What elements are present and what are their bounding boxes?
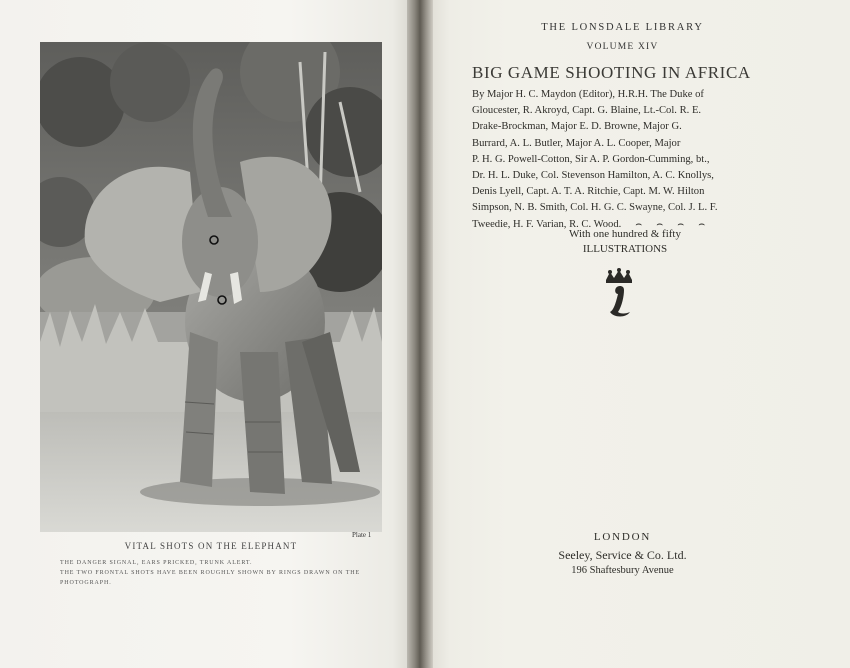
author-line: Gloucester, R. Akroyd, Capt. G. Blaine, Lt.-Col. R. E. bbox=[472, 105, 702, 117]
author-line-last: Tweedie, H. F. Varian, R. C. Wood. bbox=[472, 218, 622, 230]
crown-l-monogram-icon bbox=[596, 268, 642, 320]
caption-line: THE TWO FRONTAL SHOTS HAVE BEEN ROUGHLY SHOWN BY RINGS DRAWN ON THE bbox=[60, 570, 361, 576]
author-line: Dr. H. L. Duke, Col. Stevenson Hamilton, A. C. Knollys, bbox=[472, 170, 714, 182]
publisher-address: 196 Shaftesbury Avenue bbox=[571, 565, 674, 576]
illustrations-note bbox=[510, 227, 740, 257]
author-line: By Major H. C. Maydon (Editor), H.R.H. The Duke of bbox=[472, 89, 704, 100]
author-line: Denis Lyell, Capt. A. T. A. Ritchie, Capt. M. W. Hilton bbox=[472, 186, 705, 198]
ornament-icon: ⌢⌢⌢⌢ bbox=[635, 218, 720, 230]
volume-number: VOLUME XIV bbox=[586, 42, 659, 52]
publication-place: LONDON bbox=[593, 531, 652, 543]
photo-caption-title: VITAL SHOTS ON THE ELEPHANT bbox=[124, 541, 298, 551]
publisher-name: Seeley, Service & Co. Ltd. bbox=[558, 548, 687, 562]
caption-line: THE DANGER SIGNAL, EARS PRICKED, TRUNK ALERT. bbox=[60, 560, 253, 566]
author-line: P. H. G. Powell-Cotton, Sir A. P. Gordon-Cumming, bt., bbox=[472, 153, 710, 165]
elephant-photo bbox=[40, 42, 382, 532]
author-line: Burrard, A. L. Butler, Major A. L. Cooper, Major bbox=[472, 137, 681, 149]
author-line: Drake-Brockman, Major E. D. Browne, Major G. bbox=[472, 121, 682, 133]
book-title: BIG GAME SHOOTING IN AFRICA bbox=[472, 63, 751, 82]
book-gutter bbox=[407, 0, 433, 668]
series-name: THE LONSDALE LIBRARY bbox=[541, 22, 704, 33]
author-line: Simpson, N. B. Smith, Col. H. G. C. Swayne, Col. J. L. F. bbox=[472, 202, 718, 214]
photo-caption bbox=[60, 558, 390, 588]
caption-line: PHOTOGRAPH. bbox=[60, 580, 112, 586]
author-list bbox=[472, 87, 807, 233]
plate-label: Plate 1 bbox=[352, 531, 372, 539]
illustrations-line: ILLUSTRATIONS bbox=[582, 243, 668, 255]
illustrations-line: With one hundred & fifty bbox=[569, 228, 681, 240]
